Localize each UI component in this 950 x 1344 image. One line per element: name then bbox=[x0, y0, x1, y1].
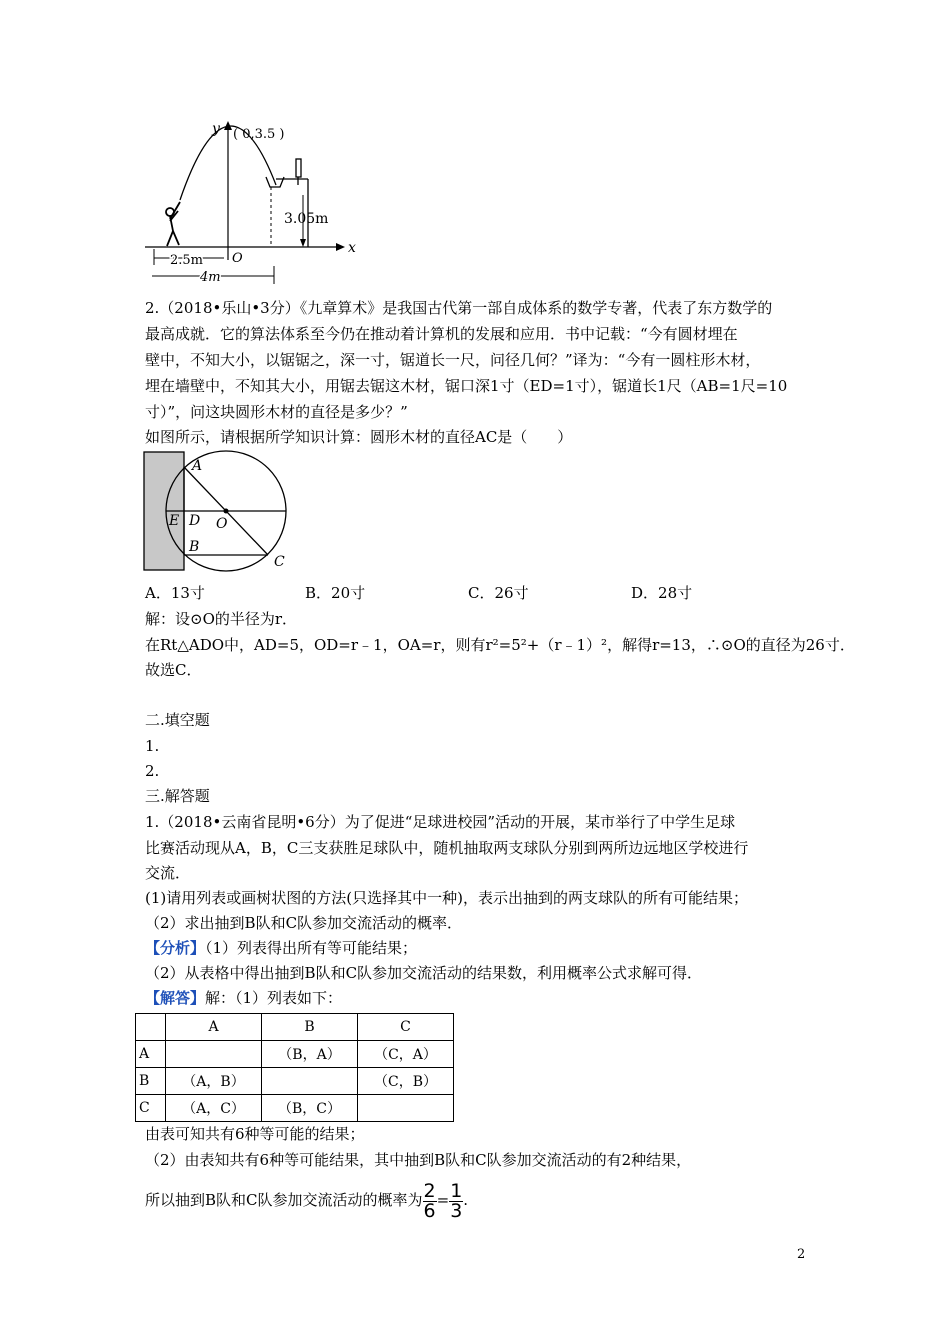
solution-line-2: 在Rt△ADO中，AD=5，OD=r﹣1，OA=r，则有r²=5²+（r﹣1）²，解得r=13，∴⊙O的直径为26寸． bbox=[145, 636, 855, 654]
equals-sign: = bbox=[436, 1191, 450, 1209]
table-cell bbox=[166, 1041, 262, 1068]
section2-title: 二.填空题 bbox=[145, 711, 210, 729]
section2-item-2: 2. bbox=[145, 762, 160, 780]
center-point bbox=[224, 509, 229, 514]
q2-line-1: 2.（2018•乐山•3分）《九章算术》是我国古代第一部自成体系的数学专著，代表了东方数学的 bbox=[145, 299, 773, 317]
fraction-denominator: 6 bbox=[423, 1199, 436, 1222]
solution-line-3: 故选C． bbox=[145, 661, 202, 679]
outcome-table bbox=[135, 1013, 454, 1122]
table-cell: （A，C） bbox=[166, 1095, 262, 1122]
player-figure bbox=[166, 202, 180, 246]
table-cell: （B，C） bbox=[262, 1095, 358, 1122]
analysis-line-2: （2）从表格中得出抽到B队和C队参加交流活动的结果数，利用概率公式求解可得． bbox=[145, 964, 703, 982]
section3-q1-line-1: 1.（2018•云南省昆明•6分）为了促进“足球进校园”活动的开展，某市举行了中学生足球 bbox=[145, 813, 736, 831]
q2-line-5: 寸）”，问这块圆形木材的直径是多少？” bbox=[145, 403, 408, 421]
table-header-cell: A bbox=[166, 1014, 262, 1041]
table-cell bbox=[262, 1068, 358, 1095]
fraction-2-6 bbox=[423, 1179, 437, 1222]
period: . bbox=[463, 1191, 469, 1209]
option-d: D．28寸 bbox=[631, 584, 693, 602]
option-c: C．26寸 bbox=[468, 584, 529, 602]
fraction-numerator: 1 bbox=[450, 1179, 463, 1202]
answer-intro: 解：（1）列表如下： bbox=[205, 989, 343, 1007]
table-cell: A bbox=[136, 1041, 166, 1068]
conclusion-text: 所以抽到B队和C队参加交流活动的概率为 bbox=[145, 1191, 423, 1209]
table-cell: C bbox=[136, 1095, 166, 1122]
fraction-1-3 bbox=[449, 1179, 463, 1222]
table-cell: （C，B） bbox=[358, 1068, 454, 1095]
option-a: A．13寸 bbox=[145, 584, 205, 602]
q2-line-3: 壁中，不知大小，以锯锯之，深一寸，锯道长一尺，问径几何？”译为：“今有一圆柱形木材， bbox=[145, 351, 761, 369]
q2-line-6: 如图所示，请根据所学知识计算：圆形木材的直径AC是（ ） bbox=[145, 428, 573, 446]
section3-q1-line-2: 比赛活动现从A，B，C三支获胜足球队中，随机抽取两支球队分别到两所边远地区学校进行 bbox=[145, 839, 749, 857]
table-cell: （C，A） bbox=[358, 1041, 454, 1068]
conclusion-line-3 bbox=[145, 1178, 468, 1222]
height-arrowhead bbox=[300, 239, 306, 247]
vertex-label: ( 0,3.5 ) bbox=[233, 127, 285, 142]
y-axis-label: y bbox=[212, 121, 220, 137]
section3-title: 三.解答题 bbox=[145, 787, 210, 805]
label-a: A bbox=[192, 458, 203, 474]
table-cell: （A，B） bbox=[166, 1068, 262, 1095]
analysis-tag: 【分析】 bbox=[145, 939, 206, 957]
basketball-hoop bbox=[266, 159, 308, 247]
section3-q1-part-1: (1)请用列表或画树状图的方法(只选择其中一种)，表示出抽到的两支球队的所有可能结果； bbox=[145, 889, 748, 907]
q2-line-4: 埋在墙壁中，不知其大小，用锯去锯这木材，锯口深1寸（ED=1寸），锯道长1尺（AB=1尺=10 bbox=[145, 377, 788, 395]
analysis-line-1 bbox=[145, 938, 417, 958]
table-header-cell: B bbox=[262, 1014, 358, 1041]
table-row bbox=[136, 1095, 454, 1122]
answer-tag: 【解答】 bbox=[145, 989, 206, 1007]
section3-q1-line-3: 交流． bbox=[145, 864, 191, 882]
conclusion-line-2: （2）由表知共有6种等可能结果，其中抽到B队和C队参加交流活动的有2种结果， bbox=[145, 1151, 692, 1169]
origin-label: O bbox=[232, 251, 243, 265]
table-header-cell bbox=[136, 1014, 166, 1041]
distance-row-2 bbox=[150, 266, 280, 286]
label-c: C bbox=[274, 554, 285, 570]
option-b: B．20寸 bbox=[305, 584, 366, 602]
label-e: E bbox=[169, 513, 180, 529]
fraction-numerator: 2 bbox=[423, 1179, 436, 1202]
q2-line-2: 最高成就．它的算法体系至今仍在推动着计算机的发展和应用．书中记载：“今有圆材埋在 bbox=[145, 325, 738, 343]
table-cell: （B，A） bbox=[262, 1041, 358, 1068]
answer-line bbox=[145, 988, 342, 1008]
table-cell: B bbox=[136, 1068, 166, 1095]
label-b: B bbox=[189, 539, 200, 555]
analysis-text-1: （1）列表得出所有等可能结果； bbox=[205, 939, 418, 957]
solution-line-1: 解：设⊙O的半径为r． bbox=[145, 610, 298, 628]
fraction-denominator: 3 bbox=[450, 1199, 463, 1222]
circle-in-wall-figure bbox=[142, 450, 302, 575]
table-header-row bbox=[136, 1014, 454, 1041]
table-header-cell: C bbox=[358, 1014, 454, 1041]
label-d: D bbox=[189, 513, 201, 529]
height-label: 3.05m bbox=[284, 211, 329, 227]
x-axis-arrow bbox=[336, 243, 345, 251]
section3-q1-part-2: （2）求出抽到B队和C队参加交流活动的概率． bbox=[145, 914, 463, 932]
page-number: 2 bbox=[797, 1247, 806, 1262]
distance-label-2: 4m bbox=[200, 270, 221, 285]
table-row bbox=[136, 1041, 454, 1068]
label-o: O bbox=[216, 516, 228, 532]
x-axis-label: x bbox=[348, 240, 356, 256]
basketball-parabola-figure bbox=[140, 115, 370, 265]
table-row bbox=[136, 1068, 454, 1095]
distance-label-1: 2.5m bbox=[170, 253, 204, 265]
section2-item-1: 1. bbox=[145, 737, 160, 755]
table-cell bbox=[358, 1095, 454, 1122]
conclusion-line-1: 由表可知共有6种等可能的结果； bbox=[145, 1125, 365, 1143]
